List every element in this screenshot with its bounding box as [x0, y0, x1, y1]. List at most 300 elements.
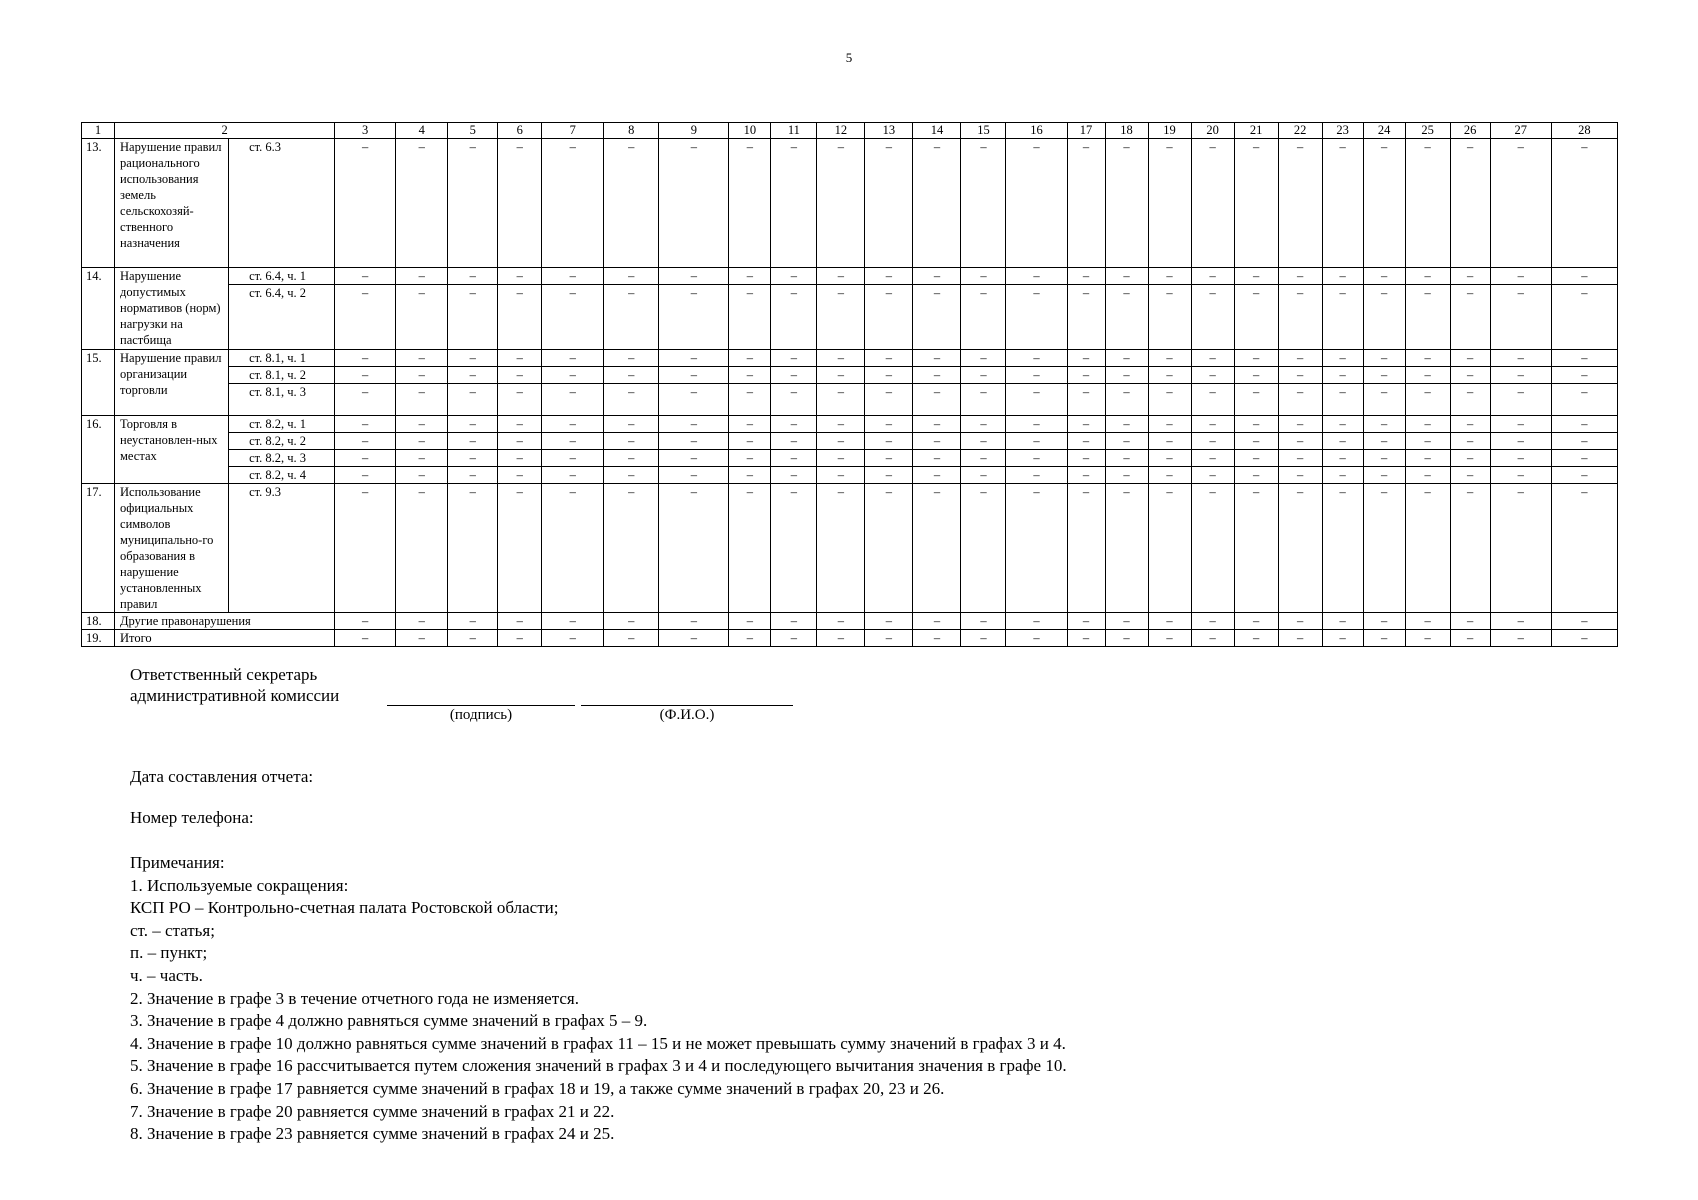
- value-cell: –: [1363, 367, 1405, 384]
- article-ref: ст. 8.1, ч. 2: [229, 367, 335, 384]
- value-cell: –: [913, 285, 961, 350]
- value-cell: –: [335, 613, 396, 630]
- row-number: 15.: [82, 350, 115, 416]
- value-cell: –: [498, 467, 542, 484]
- value-cell: –: [396, 268, 448, 285]
- value-cell: –: [335, 630, 396, 647]
- value-cell: –: [498, 367, 542, 384]
- value-cell: –: [396, 467, 448, 484]
- value-cell: –: [1191, 139, 1234, 268]
- value-cell: –: [729, 613, 771, 630]
- column-header: 21: [1234, 123, 1278, 139]
- value-cell: –: [1450, 367, 1490, 384]
- value-cell: –: [1105, 367, 1148, 384]
- value-cell: –: [771, 268, 817, 285]
- value-cell: –: [961, 467, 1006, 484]
- value-cell: –: [335, 384, 396, 416]
- value-cell: –: [396, 416, 448, 433]
- column-header: 11: [771, 123, 817, 139]
- value-cell: –: [1067, 384, 1105, 416]
- value-cell: –: [1490, 285, 1551, 350]
- value-cell: –: [1278, 467, 1322, 484]
- value-cell: –: [865, 350, 913, 367]
- value-cell: –: [865, 367, 913, 384]
- value-cell: –: [1191, 350, 1234, 367]
- value-cell: –: [729, 630, 771, 647]
- value-cell: –: [448, 630, 498, 647]
- value-cell: –: [1490, 630, 1551, 647]
- value-cell: –: [448, 285, 498, 350]
- value-cell: –: [1490, 467, 1551, 484]
- table-header-row: [82, 123, 1618, 139]
- value-cell: –: [865, 467, 913, 484]
- value-cell: –: [604, 139, 659, 268]
- value-cell: –: [1067, 450, 1105, 467]
- value-cell: –: [1490, 139, 1551, 268]
- value-cell: –: [1191, 630, 1234, 647]
- column-header: 13: [865, 123, 913, 139]
- article-ref: ст. 8.2, ч. 3: [229, 450, 335, 467]
- value-cell: –: [1105, 484, 1148, 613]
- table-row: [82, 613, 1618, 630]
- value-cell: –: [604, 450, 659, 467]
- value-cell: –: [542, 350, 604, 367]
- value-cell: –: [498, 416, 542, 433]
- value-cell: –: [961, 630, 1006, 647]
- table-row: [82, 416, 1618, 433]
- value-cell: –: [1450, 416, 1490, 433]
- note-line: КСП РО – Контрольно-счетная палата Ростовской области;: [130, 898, 559, 918]
- value-cell: –: [817, 630, 865, 647]
- value-cell: –: [865, 384, 913, 416]
- value-cell: –: [817, 367, 865, 384]
- table-row: [82, 350, 1618, 367]
- value-cell: –: [1105, 285, 1148, 350]
- value-cell: –: [729, 467, 771, 484]
- value-cell: –: [729, 139, 771, 268]
- table-row: [82, 268, 1618, 285]
- value-cell: –: [659, 416, 729, 433]
- value-cell: –: [961, 416, 1006, 433]
- value-cell: –: [1191, 484, 1234, 613]
- value-cell: –: [448, 268, 498, 285]
- value-cell: –: [865, 268, 913, 285]
- value-cell: –: [961, 450, 1006, 467]
- value-cell: –: [396, 450, 448, 467]
- value-cell: –: [1405, 630, 1450, 647]
- value-cell: –: [335, 285, 396, 350]
- value-cell: –: [604, 416, 659, 433]
- value-cell: –: [913, 613, 961, 630]
- column-header: 18: [1105, 123, 1148, 139]
- value-cell: –: [1278, 433, 1322, 450]
- violation-name: Итого: [115, 630, 335, 647]
- value-cell: –: [1405, 416, 1450, 433]
- value-cell: –: [771, 450, 817, 467]
- value-cell: –: [1006, 416, 1067, 433]
- value-cell: –: [961, 139, 1006, 268]
- notes-block: [130, 852, 1067, 1146]
- value-cell: –: [913, 384, 961, 416]
- column-header: 14: [913, 123, 961, 139]
- value-cell: –: [1105, 350, 1148, 367]
- value-cell: –: [865, 416, 913, 433]
- value-cell: –: [1234, 467, 1278, 484]
- table-row: [82, 484, 1618, 613]
- value-cell: –: [542, 630, 604, 647]
- value-cell: –: [335, 350, 396, 367]
- column-header: 23: [1322, 123, 1363, 139]
- value-cell: –: [1551, 268, 1617, 285]
- value-cell: –: [1148, 450, 1191, 467]
- value-cell: –: [1191, 268, 1234, 285]
- value-cell: –: [1105, 384, 1148, 416]
- value-cell: –: [1148, 350, 1191, 367]
- value-cell: –: [865, 450, 913, 467]
- column-header: 27: [1490, 123, 1551, 139]
- value-cell: –: [1490, 268, 1551, 285]
- value-cell: –: [1006, 433, 1067, 450]
- value-cell: –: [961, 285, 1006, 350]
- value-cell: –: [1322, 350, 1363, 367]
- column-header: 26: [1450, 123, 1490, 139]
- value-cell: –: [1234, 484, 1278, 613]
- value-cell: –: [1322, 139, 1363, 268]
- note-line: 8. Значение в графе 23 равняется сумме значений в графах 24 и 25.: [130, 1124, 615, 1144]
- value-cell: –: [1490, 613, 1551, 630]
- value-cell: –: [1067, 613, 1105, 630]
- value-cell: –: [659, 450, 729, 467]
- value-cell: –: [1105, 613, 1148, 630]
- column-header: 6: [498, 123, 542, 139]
- value-cell: –: [913, 367, 961, 384]
- value-cell: –: [1322, 467, 1363, 484]
- value-cell: –: [1551, 384, 1617, 416]
- value-cell: –: [729, 450, 771, 467]
- value-cell: –: [1551, 139, 1617, 268]
- value-cell: –: [448, 467, 498, 484]
- value-cell: –: [604, 467, 659, 484]
- value-cell: –: [817, 613, 865, 630]
- value-cell: –: [961, 367, 1006, 384]
- value-cell: –: [396, 384, 448, 416]
- value-cell: –: [1490, 367, 1551, 384]
- table-row: [82, 384, 1618, 416]
- value-cell: –: [865, 285, 913, 350]
- value-cell: –: [913, 433, 961, 450]
- value-cell: –: [865, 139, 913, 268]
- value-cell: –: [1191, 450, 1234, 467]
- value-cell: –: [961, 384, 1006, 416]
- column-header: 12: [817, 123, 865, 139]
- value-cell: –: [1405, 367, 1450, 384]
- column-header: 22: [1278, 123, 1322, 139]
- value-cell: –: [771, 416, 817, 433]
- article-ref: ст. 9.3: [229, 484, 335, 613]
- value-cell: –: [817, 433, 865, 450]
- value-cell: –: [771, 467, 817, 484]
- column-header: 4: [396, 123, 448, 139]
- value-cell: –: [1006, 367, 1067, 384]
- value-cell: –: [1006, 613, 1067, 630]
- signature-underline: [387, 705, 575, 706]
- value-cell: –: [1322, 630, 1363, 647]
- table-row: [82, 367, 1618, 384]
- value-cell: –: [1067, 268, 1105, 285]
- value-cell: –: [448, 433, 498, 450]
- value-cell: –: [1278, 384, 1322, 416]
- value-cell: –: [1148, 268, 1191, 285]
- value-cell: –: [396, 367, 448, 384]
- value-cell: –: [1405, 450, 1450, 467]
- value-cell: –: [659, 433, 729, 450]
- violation-name: Нарушение правил организации торговли: [115, 350, 229, 416]
- value-cell: –: [913, 467, 961, 484]
- value-cell: –: [1450, 433, 1490, 450]
- article-ref: ст. 6.4, ч. 2: [229, 285, 335, 350]
- value-cell: –: [1450, 285, 1490, 350]
- value-cell: –: [498, 350, 542, 367]
- table-row: [82, 285, 1618, 350]
- value-cell: –: [1067, 416, 1105, 433]
- value-cell: –: [1191, 613, 1234, 630]
- value-cell: –: [1105, 630, 1148, 647]
- value-cell: –: [1105, 416, 1148, 433]
- row-number: 16.: [82, 416, 115, 484]
- value-cell: –: [961, 484, 1006, 613]
- value-cell: –: [913, 484, 961, 613]
- value-cell: –: [729, 285, 771, 350]
- value-cell: –: [771, 613, 817, 630]
- value-cell: –: [1191, 367, 1234, 384]
- value-cell: –: [542, 367, 604, 384]
- value-cell: –: [1006, 350, 1067, 367]
- value-cell: –: [1450, 350, 1490, 367]
- value-cell: –: [604, 630, 659, 647]
- signature-caption: (подпись): [449, 707, 513, 723]
- value-cell: –: [498, 613, 542, 630]
- value-cell: –: [448, 367, 498, 384]
- value-cell: –: [1148, 613, 1191, 630]
- column-header: 1: [82, 123, 115, 139]
- value-cell: –: [659, 285, 729, 350]
- value-cell: –: [1148, 367, 1191, 384]
- column-header: 9: [659, 123, 729, 139]
- value-cell: –: [498, 484, 542, 613]
- phone-label: Номер телефона:: [130, 808, 254, 827]
- value-cell: –: [1191, 285, 1234, 350]
- value-cell: –: [335, 139, 396, 268]
- value-cell: –: [729, 268, 771, 285]
- value-cell: –: [1551, 433, 1617, 450]
- value-cell: –: [1405, 433, 1450, 450]
- value-cell: –: [604, 433, 659, 450]
- value-cell: –: [1234, 630, 1278, 647]
- note-line: 5. Значение в графе 16 рассчитывается путем сложения значений в графах 3 и 4 и последующего вычитания значения в графе 10.: [130, 1056, 1067, 1076]
- value-cell: –: [1006, 384, 1067, 416]
- value-cell: –: [1148, 384, 1191, 416]
- value-cell: –: [1322, 484, 1363, 613]
- column-header: 3: [335, 123, 396, 139]
- note-line: 4. Значение в графе 10 должно равняться сумме значений в графах 11 – 15 и не может превышать сумму значений в графах 3 и 4.: [130, 1033, 1066, 1053]
- value-cell: –: [1405, 285, 1450, 350]
- value-cell: –: [1278, 484, 1322, 613]
- value-cell: –: [448, 484, 498, 613]
- value-cell: –: [604, 268, 659, 285]
- value-cell: –: [498, 450, 542, 467]
- value-cell: –: [1450, 467, 1490, 484]
- note-line: п. – пункт;: [130, 943, 208, 963]
- value-cell: –: [335, 467, 396, 484]
- value-cell: –: [1490, 450, 1551, 467]
- value-cell: –: [1405, 613, 1450, 630]
- value-cell: –: [913, 416, 961, 433]
- value-cell: –: [604, 367, 659, 384]
- value-cell: –: [542, 285, 604, 350]
- value-cell: –: [1191, 384, 1234, 416]
- value-cell: –: [335, 433, 396, 450]
- value-cell: –: [1234, 416, 1278, 433]
- value-cell: –: [1067, 630, 1105, 647]
- value-cell: –: [1234, 285, 1278, 350]
- violation-name: Использование официальных символов муниципально-го образования в нарушение установленных правил: [115, 484, 229, 613]
- value-cell: –: [1067, 139, 1105, 268]
- article-ref: ст. 8.2, ч. 1: [229, 416, 335, 433]
- value-cell: –: [396, 433, 448, 450]
- column-header: 17: [1067, 123, 1105, 139]
- value-cell: –: [1191, 416, 1234, 433]
- value-cell: –: [1322, 268, 1363, 285]
- column-header: 20: [1191, 123, 1234, 139]
- value-cell: –: [659, 484, 729, 613]
- value-cell: –: [1006, 467, 1067, 484]
- value-cell: –: [1551, 450, 1617, 467]
- value-cell: –: [1191, 433, 1234, 450]
- value-cell: –: [604, 613, 659, 630]
- value-cell: –: [1405, 467, 1450, 484]
- value-cell: –: [771, 384, 817, 416]
- value-cell: –: [604, 350, 659, 367]
- article-ref: ст. 6.3: [229, 139, 335, 268]
- value-cell: –: [1363, 467, 1405, 484]
- value-cell: –: [961, 350, 1006, 367]
- name-underline: [581, 705, 793, 706]
- value-cell: –: [1234, 433, 1278, 450]
- value-cell: –: [659, 384, 729, 416]
- note-line: 6. Значение в графе 17 равняется сумме значений в графах 18 и 19, а также сумме значений в графах 20, 23 и 26.: [130, 1078, 945, 1098]
- value-cell: –: [659, 467, 729, 484]
- value-cell: –: [913, 268, 961, 285]
- row-number: 14.: [82, 268, 115, 350]
- value-cell: –: [1067, 367, 1105, 384]
- article-ref: ст. 6.4, ч. 1: [229, 268, 335, 285]
- value-cell: –: [1450, 268, 1490, 285]
- value-cell: –: [448, 450, 498, 467]
- value-cell: –: [1450, 613, 1490, 630]
- value-cell: –: [1363, 416, 1405, 433]
- value-cell: –: [1490, 416, 1551, 433]
- value-cell: –: [335, 484, 396, 613]
- value-cell: –: [913, 139, 961, 268]
- value-cell: –: [498, 139, 542, 268]
- value-cell: –: [771, 484, 817, 613]
- value-cell: –: [1322, 450, 1363, 467]
- value-cell: –: [1551, 367, 1617, 384]
- column-header: 19: [1148, 123, 1191, 139]
- value-cell: –: [1278, 367, 1322, 384]
- row-number: 18.: [82, 613, 115, 630]
- value-cell: –: [335, 268, 396, 285]
- row-number: 13.: [82, 139, 115, 268]
- value-cell: –: [1450, 630, 1490, 647]
- value-cell: –: [1551, 467, 1617, 484]
- note-line: ст. – статья;: [130, 920, 215, 940]
- value-cell: –: [396, 350, 448, 367]
- value-cell: –: [1551, 484, 1617, 613]
- value-cell: –: [335, 450, 396, 467]
- value-cell: –: [817, 467, 865, 484]
- value-cell: –: [1278, 613, 1322, 630]
- value-cell: –: [1105, 450, 1148, 467]
- value-cell: –: [448, 384, 498, 416]
- value-cell: –: [542, 139, 604, 268]
- value-cell: –: [1067, 285, 1105, 350]
- value-cell: –: [1234, 268, 1278, 285]
- page-number: 5: [845, 50, 853, 65]
- value-cell: –: [913, 630, 961, 647]
- value-cell: –: [1105, 467, 1148, 484]
- value-cell: –: [1322, 433, 1363, 450]
- value-cell: –: [1450, 139, 1490, 268]
- table-row: [82, 450, 1618, 467]
- value-cell: –: [498, 285, 542, 350]
- value-cell: –: [1450, 384, 1490, 416]
- value-cell: –: [1278, 268, 1322, 285]
- value-cell: –: [1490, 350, 1551, 367]
- value-cell: –: [542, 384, 604, 416]
- column-header: 24: [1363, 123, 1405, 139]
- value-cell: –: [771, 285, 817, 350]
- value-cell: –: [1363, 384, 1405, 416]
- value-cell: –: [1148, 467, 1191, 484]
- value-cell: –: [1234, 350, 1278, 367]
- value-cell: –: [1490, 384, 1551, 416]
- article-ref: ст. 8.1, ч. 3: [229, 384, 335, 416]
- value-cell: –: [1234, 139, 1278, 268]
- value-cell: –: [1278, 285, 1322, 350]
- value-cell: –: [1490, 484, 1551, 613]
- value-cell: –: [659, 350, 729, 367]
- value-cell: –: [771, 350, 817, 367]
- row-number: 17.: [82, 484, 115, 613]
- value-cell: –: [817, 285, 865, 350]
- value-cell: –: [1278, 416, 1322, 433]
- value-cell: –: [865, 630, 913, 647]
- value-cell: –: [961, 613, 1006, 630]
- column-header: 5: [448, 123, 498, 139]
- value-cell: –: [1363, 613, 1405, 630]
- value-cell: –: [1191, 467, 1234, 484]
- value-cell: –: [335, 367, 396, 384]
- note-line: 2. Значение в графе 3 в течение отчетного года не изменяется.: [130, 988, 579, 1008]
- value-cell: –: [604, 285, 659, 350]
- value-cell: –: [729, 433, 771, 450]
- value-cell: –: [729, 350, 771, 367]
- value-cell: –: [448, 416, 498, 433]
- table-row: [82, 467, 1618, 484]
- column-header: 7: [542, 123, 604, 139]
- value-cell: –: [448, 613, 498, 630]
